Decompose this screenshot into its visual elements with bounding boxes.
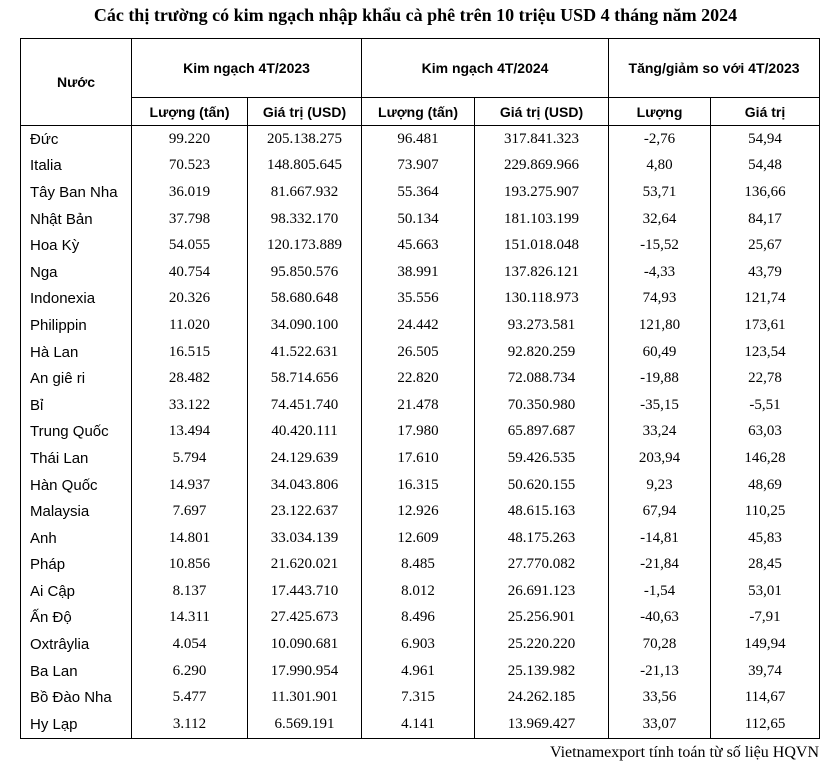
table-row <box>21 419 820 446</box>
cell-value-2024: 25.256.901 <box>475 605 609 632</box>
table-row <box>21 525 820 552</box>
cell-change-volume: -19,88 <box>609 365 711 392</box>
cell-volume-2024: 35.556 <box>362 286 475 313</box>
cell-volume-2023: 10.856 <box>132 552 248 579</box>
cell-volume-2023: 54.055 <box>132 232 248 259</box>
header-value-2024: Giá trị (USD) <box>475 98 609 126</box>
cell-volume-2024: 17.980 <box>362 419 475 446</box>
header-change: Tăng/giảm so với 4T/2023 <box>609 39 820 98</box>
cell-volume-2024: 55.364 <box>362 179 475 206</box>
cell-country: Philippin <box>21 312 132 339</box>
cell-change-value: 39,74 <box>711 658 820 685</box>
cell-volume-2024: 16.315 <box>362 472 475 499</box>
header-value-2023: Giá trị (USD) <box>248 98 362 126</box>
cell-volume-2024: 12.609 <box>362 525 475 552</box>
cell-value-2023: 40.420.111 <box>248 419 362 446</box>
cell-change-volume: 70,28 <box>609 631 711 658</box>
cell-volume-2023: 6.290 <box>132 658 248 685</box>
cell-country: Indonexia <box>21 286 132 313</box>
cell-value-2023: 27.425.673 <box>248 605 362 632</box>
cell-country: Bồ Đào Nha <box>21 684 132 711</box>
cell-value-2023: 205.138.275 <box>248 126 362 153</box>
cell-country: Ấn Độ <box>21 605 132 632</box>
cell-value-2023: 58.714.656 <box>248 365 362 392</box>
cell-volume-2023: 7.697 <box>132 498 248 525</box>
cell-value-2023: 21.620.021 <box>248 552 362 579</box>
cell-volume-2023: 36.019 <box>132 179 248 206</box>
cell-country: Nhật Bản <box>21 206 132 233</box>
cell-change-value: 54,48 <box>711 153 820 180</box>
cell-change-volume: -4,33 <box>609 259 711 286</box>
cell-value-2024: 137.826.121 <box>475 259 609 286</box>
cell-change-volume: -40,63 <box>609 605 711 632</box>
cell-change-volume: 33,07 <box>609 711 711 738</box>
header-2024: Kim ngạch 4T/2024 <box>362 39 609 98</box>
cell-value-2024: 25.139.982 <box>475 658 609 685</box>
cell-country: Thái Lan <box>21 445 132 472</box>
cell-value-2024: 59.426.535 <box>475 445 609 472</box>
cell-change-value: 43,79 <box>711 259 820 286</box>
cell-change-value: 25,67 <box>711 232 820 259</box>
cell-change-volume: 9,23 <box>609 472 711 499</box>
cell-value-2024: 229.869.966 <box>475 153 609 180</box>
source-note: Vietnamexport tính toán từ số liệu HQVN <box>550 744 819 761</box>
cell-volume-2023: 3.112 <box>132 711 248 738</box>
cell-volume-2023: 8.137 <box>132 578 248 605</box>
cell-change-value: 112,65 <box>711 711 820 738</box>
cell-change-volume: 53,71 <box>609 179 711 206</box>
cell-value-2024: 151.018.048 <box>475 232 609 259</box>
table-title: Các thị trường có kim ngạch nhập khẩu cà phê trên 10 triệu USD 4 tháng năm 2024 <box>93 5 738 25</box>
cell-value-2024: 181.103.199 <box>475 206 609 233</box>
cell-change-value: 53,01 <box>711 578 820 605</box>
cell-value-2023: 74.451.740 <box>248 392 362 419</box>
cell-value-2023: 34.090.100 <box>248 312 362 339</box>
table-row <box>21 286 820 313</box>
table-row <box>21 232 820 259</box>
cell-country: Anh <box>21 525 132 552</box>
cell-change-volume: -1,54 <box>609 578 711 605</box>
cell-change-volume: -35,15 <box>609 392 711 419</box>
table-row <box>21 684 820 711</box>
header-country: Nước <box>21 39 132 126</box>
cell-change-volume: -21,13 <box>609 658 711 685</box>
cell-value-2024: 25.220.220 <box>475 631 609 658</box>
table-row <box>21 631 820 658</box>
cell-volume-2024: 8.496 <box>362 605 475 632</box>
cell-change-value: 63,03 <box>711 419 820 446</box>
cell-volume-2023: 14.311 <box>132 605 248 632</box>
cell-value-2023: 81.667.932 <box>248 179 362 206</box>
table-row <box>21 365 820 392</box>
header-change-value: Giá trị <box>711 98 820 126</box>
table-row <box>21 605 820 632</box>
cell-volume-2023: 99.220 <box>132 126 248 153</box>
cell-value-2023: 10.090.681 <box>248 631 362 658</box>
cell-country: Trung Quốc <box>21 419 132 446</box>
cell-country: Bỉ <box>21 392 132 419</box>
cell-value-2024: 70.350.980 <box>475 392 609 419</box>
cell-volume-2023: 28.482 <box>132 365 248 392</box>
cell-value-2023: 98.332.170 <box>248 206 362 233</box>
cell-change-volume: -14,81 <box>609 525 711 552</box>
cell-volume-2023: 14.937 <box>132 472 248 499</box>
cell-volume-2024: 4.141 <box>362 711 475 738</box>
cell-volume-2023: 4.054 <box>132 631 248 658</box>
cell-volume-2024: 8.012 <box>362 578 475 605</box>
cell-country: Đức <box>21 126 132 153</box>
cell-value-2024: 27.770.082 <box>475 552 609 579</box>
cell-change-value: 114,67 <box>711 684 820 711</box>
cell-volume-2024: 96.481 <box>362 126 475 153</box>
cell-country: Oxtrâylia <box>21 631 132 658</box>
cell-value-2024: 193.275.907 <box>475 179 609 206</box>
table-row <box>21 339 820 366</box>
cell-volume-2023: 5.477 <box>132 684 248 711</box>
cell-country: Pháp <box>21 552 132 579</box>
cell-volume-2023: 33.122 <box>132 392 248 419</box>
table-body <box>21 126 820 739</box>
cell-volume-2024: 73.907 <box>362 153 475 180</box>
cell-change-volume: -21,84 <box>609 552 711 579</box>
table-row <box>21 179 820 206</box>
cell-value-2024: 13.969.427 <box>475 711 609 738</box>
cell-change-value: 22,78 <box>711 365 820 392</box>
table-row <box>21 126 820 153</box>
cell-value-2023: 41.522.631 <box>248 339 362 366</box>
cell-volume-2023: 70.523 <box>132 153 248 180</box>
cell-value-2024: 26.691.123 <box>475 578 609 605</box>
cell-change-value: 54,94 <box>711 126 820 153</box>
cell-change-volume: -2,76 <box>609 126 711 153</box>
cell-change-volume: 33,56 <box>609 684 711 711</box>
cell-change-volume: 33,24 <box>609 419 711 446</box>
table-row <box>21 472 820 499</box>
cell-change-value: 48,69 <box>711 472 820 499</box>
cell-change-value: -7,91 <box>711 605 820 632</box>
cell-change-value: 146,28 <box>711 445 820 472</box>
cell-value-2024: 72.088.734 <box>475 365 609 392</box>
cell-change-volume: 121,80 <box>609 312 711 339</box>
cell-country: An giê ri <box>21 365 132 392</box>
cell-volume-2024: 26.505 <box>362 339 475 366</box>
cell-change-volume: 74,93 <box>609 286 711 313</box>
cell-volume-2024: 21.478 <box>362 392 475 419</box>
table-row <box>21 658 820 685</box>
cell-value-2024: 48.615.163 <box>475 498 609 525</box>
cell-volume-2024: 6.903 <box>362 631 475 658</box>
table-row <box>21 711 820 738</box>
cell-value-2023: 17.990.954 <box>248 658 362 685</box>
cell-volume-2024: 17.610 <box>362 445 475 472</box>
cell-volume-2023: 16.515 <box>132 339 248 366</box>
table-row <box>21 312 820 339</box>
cell-volume-2024: 24.442 <box>362 312 475 339</box>
cell-change-value: 121,74 <box>711 286 820 313</box>
cell-change-volume: 60,49 <box>609 339 711 366</box>
table-row <box>21 153 820 180</box>
table-row <box>21 392 820 419</box>
cell-value-2023: 120.173.889 <box>248 232 362 259</box>
coffee-import-table <box>20 38 820 739</box>
header-2023: Kim ngạch 4T/2023 <box>132 39 362 98</box>
header-volume-2023: Lượng (tấn) <box>132 98 248 126</box>
cell-change-value: 45,83 <box>711 525 820 552</box>
cell-country: Hy Lạp <box>21 711 132 738</box>
cell-change-value: 28,45 <box>711 552 820 579</box>
table-row <box>21 552 820 579</box>
cell-volume-2024: 22.820 <box>362 365 475 392</box>
cell-country: Tây Ban Nha <box>21 179 132 206</box>
header-volume-2024: Lượng (tấn) <box>362 98 475 126</box>
cell-volume-2024: 38.991 <box>362 259 475 286</box>
cell-country: Ba Lan <box>21 658 132 685</box>
cell-country: Malaysia <box>21 498 132 525</box>
cell-value-2023: 58.680.648 <box>248 286 362 313</box>
cell-country: Nga <box>21 259 132 286</box>
cell-volume-2024: 8.485 <box>362 552 475 579</box>
cell-value-2023: 33.034.139 <box>248 525 362 552</box>
cell-value-2023: 17.443.710 <box>248 578 362 605</box>
cell-volume-2024: 12.926 <box>362 498 475 525</box>
cell-value-2023: 6.569.191 <box>248 711 362 738</box>
cell-volume-2024: 45.663 <box>362 232 475 259</box>
cell-volume-2023: 20.326 <box>132 286 248 313</box>
cell-country: Ai Cập <box>21 578 132 605</box>
cell-change-value: 173,61 <box>711 312 820 339</box>
cell-volume-2023: 37.798 <box>132 206 248 233</box>
cell-volume-2024: 4.961 <box>362 658 475 685</box>
cell-change-volume: -15,52 <box>609 232 711 259</box>
table-row <box>21 206 820 233</box>
cell-value-2023: 24.129.639 <box>248 445 362 472</box>
cell-change-volume: 203,94 <box>609 445 711 472</box>
cell-change-value: -5,51 <box>711 392 820 419</box>
table-row <box>21 578 820 605</box>
cell-country: Hoa Kỳ <box>21 232 132 259</box>
cell-value-2024: 317.841.323 <box>475 126 609 153</box>
cell-change-volume: 4,80 <box>609 153 711 180</box>
cell-value-2024: 48.175.263 <box>475 525 609 552</box>
table-row <box>21 445 820 472</box>
cell-change-value: 84,17 <box>711 206 820 233</box>
cell-value-2024: 130.118.973 <box>475 286 609 313</box>
cell-country: Italia <box>21 153 132 180</box>
cell-value-2024: 50.620.155 <box>475 472 609 499</box>
cell-change-value: 110,25 <box>711 498 820 525</box>
cell-volume-2023: 11.020 <box>132 312 248 339</box>
cell-value-2024: 65.897.687 <box>475 419 609 446</box>
table-row <box>21 259 820 286</box>
header-change-volume: Lượng <box>609 98 711 126</box>
cell-country: Hàn Quốc <box>21 472 132 499</box>
cell-change-volume: 32,64 <box>609 206 711 233</box>
cell-country: Hà Lan <box>21 339 132 366</box>
table-row <box>21 498 820 525</box>
cell-change-value: 136,66 <box>711 179 820 206</box>
cell-value-2023: 95.850.576 <box>248 259 362 286</box>
cell-volume-2023: 5.794 <box>132 445 248 472</box>
cell-volume-2024: 7.315 <box>362 684 475 711</box>
cell-value-2023: 11.301.901 <box>248 684 362 711</box>
cell-volume-2023: 13.494 <box>132 419 248 446</box>
cell-change-volume: 67,94 <box>609 498 711 525</box>
cell-value-2024: 24.262.185 <box>475 684 609 711</box>
cell-value-2023: 148.805.645 <box>248 153 362 180</box>
cell-value-2023: 34.043.806 <box>248 472 362 499</box>
cell-value-2023: 23.122.637 <box>248 498 362 525</box>
cell-volume-2023: 40.754 <box>132 259 248 286</box>
cell-value-2024: 93.273.581 <box>475 312 609 339</box>
cell-change-value: 149,94 <box>711 631 820 658</box>
cell-value-2024: 92.820.259 <box>475 339 609 366</box>
cell-volume-2024: 50.134 <box>362 206 475 233</box>
cell-change-value: 123,54 <box>711 339 820 366</box>
cell-volume-2023: 14.801 <box>132 525 248 552</box>
